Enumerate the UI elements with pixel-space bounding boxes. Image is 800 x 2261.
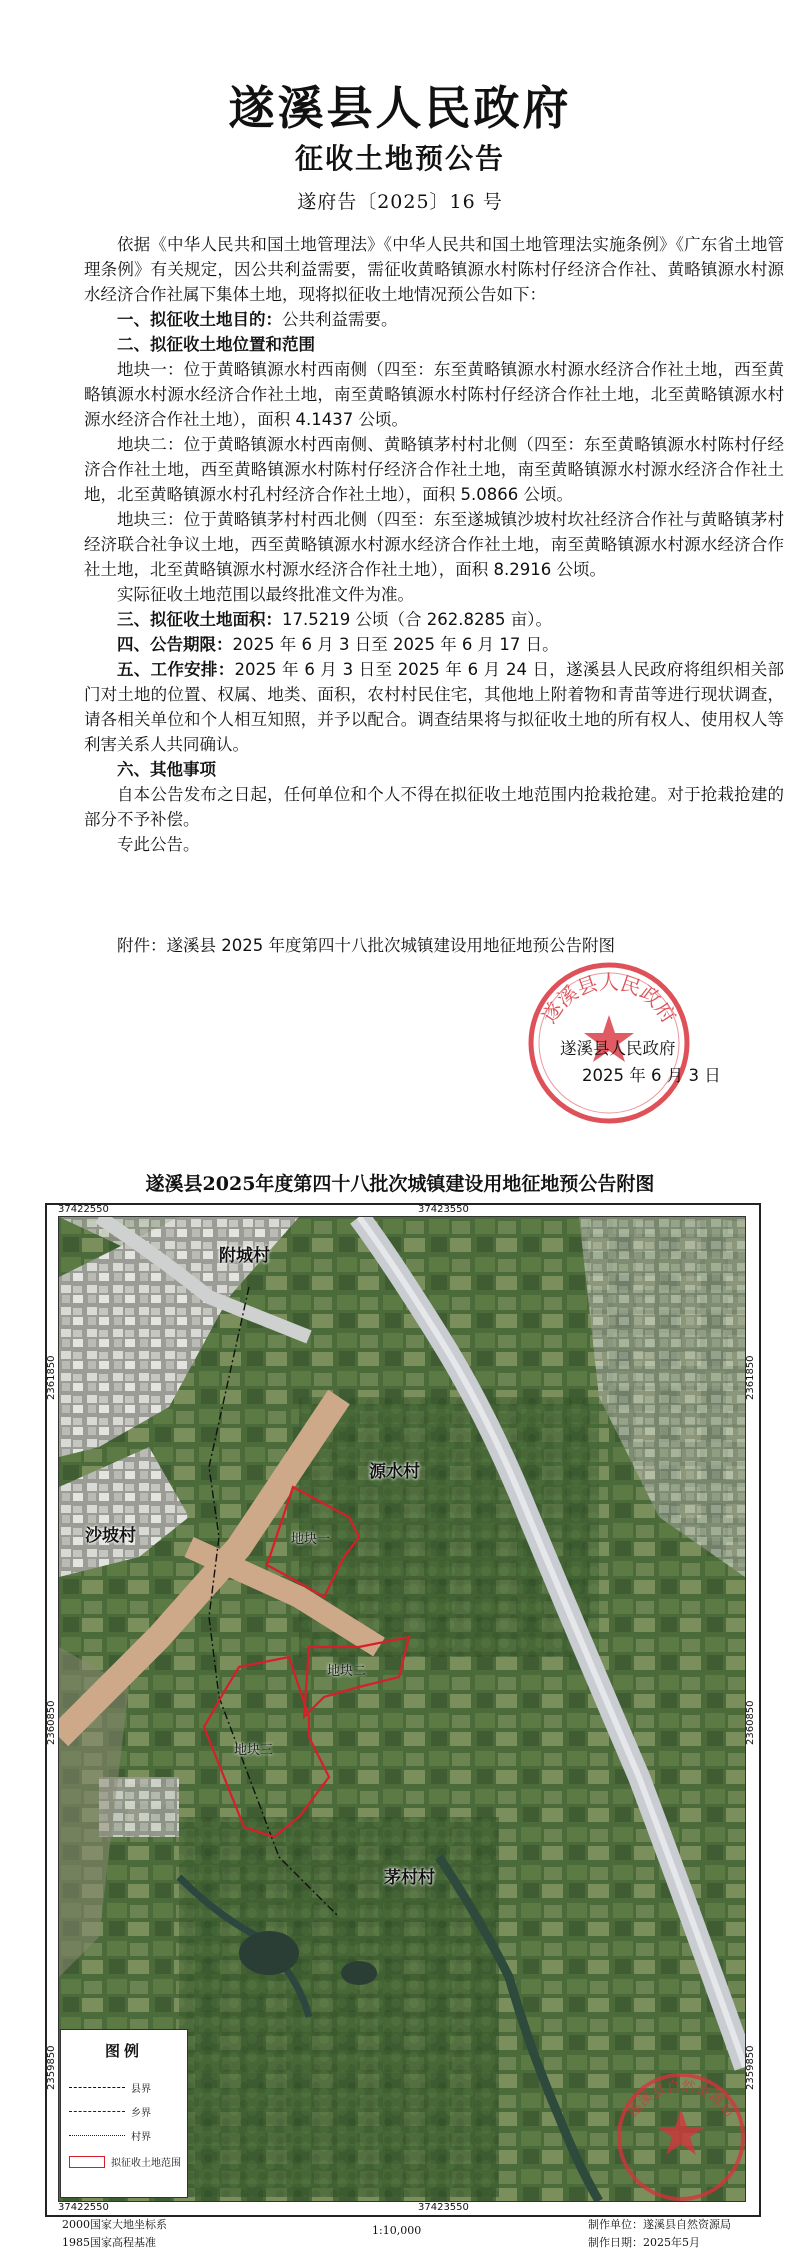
actual-range-note: 实际征收土地范围以最终批准文件为准。 xyxy=(117,585,414,604)
section-other-heading: 六、其他事项 xyxy=(117,760,216,779)
label-plot-one: 地块一 xyxy=(291,1532,331,1547)
intro-paragraph: 依据《中华人民共和国土地管理法》《中华人民共和国土地管理法实施条例》《广东省土地管理条例》有关规定，因公共利益需要，需征收黄略镇源水村陈村仔经济合作社、黄略镇源水村源水经济合作社属下集体土地，现将拟征收土地情况预公告如下： xyxy=(84,235,784,304)
legend-town xyxy=(69,2104,151,2119)
document-number: 遂府告〔2025〕16 号 xyxy=(297,191,503,213)
coord-right-top: 2361850 xyxy=(745,1355,756,1400)
section-text: 公共利益需要。 xyxy=(282,310,398,329)
attachment-line: 附件：遂溪县 2025 年度第四十八批次城镇建设用地征地预公告附图 xyxy=(117,936,615,955)
footer-crs: 2000国家大地坐标系 xyxy=(62,2218,167,2231)
section-heading: 四、公告期限： xyxy=(117,635,233,654)
coord-top-left: 37422550 xyxy=(58,1204,109,1215)
coord-bottom-left: 37422550 xyxy=(58,2202,109,2213)
label-maocun-village: 茅村村 xyxy=(384,1868,435,1888)
village-line-icon xyxy=(69,2135,125,2136)
county-line-icon xyxy=(69,2087,125,2088)
section-area xyxy=(84,607,784,632)
section-text: 17.5219 公顷（合 262.8285 亩）。 xyxy=(282,610,552,629)
label-plot-two: 地块二 xyxy=(327,1664,367,1679)
coord-right-bottom: 2359850 xyxy=(745,2045,756,2090)
coord-top-mid: 37423550 xyxy=(418,1204,469,1215)
closing-line: 专此公告。 xyxy=(117,835,200,854)
seal-text: 遂溪县人民政府 xyxy=(536,970,682,1028)
signature-organization: 遂溪县人民政府 xyxy=(560,1039,676,1058)
footer-date: 制作日期：2025年5月 xyxy=(588,2236,700,2249)
legend-title: 图例 xyxy=(104,2042,143,2060)
legend-county xyxy=(69,2080,151,2095)
section-purpose xyxy=(84,307,784,332)
seal-text: 遂溪县自然资源局 xyxy=(625,2078,737,2121)
signature-date: 2025 年 6 月 3 日 xyxy=(582,1066,721,1085)
label-fucheng-village: 附城村 xyxy=(219,1246,270,1266)
legend-town-label: 乡界 xyxy=(131,2108,151,2119)
government-title: 遂溪县人民政府 xyxy=(228,81,572,135)
coord-right-mid: 2360850 xyxy=(745,1700,756,1745)
coord-bottom-mid: 37423550 xyxy=(418,2202,469,2213)
section-location-heading: 二、拟征收土地位置和范围 xyxy=(117,335,315,354)
section-other-text: 自本公告发布之日起，任何单位和个人不得在拟征收土地范围内抢栽抢建。对于抢栽抢建的部分不予补偿。 xyxy=(84,785,784,829)
plot-three-paragraph: 地块三：位于黄略镇茅村村西北侧（四至：东至遂城镇沙坡村坎社经济合作社与黄略镇茅村经济联合社争议土地，西至黄略镇源水村源水经济合作社土地，南至黄略镇源水村源水经济合作社土地，北至黄略镇源水村源水经济合作社土地），面积 8.2916 公顷。 xyxy=(84,510,784,579)
map-title: 遂溪县2025年度第四十八批次城镇建设用地征地预公告附图 xyxy=(145,1173,655,1195)
section-work xyxy=(84,657,784,757)
footer-height: 1985国家高程基准 xyxy=(62,2236,156,2249)
legend-county-label: 县界 xyxy=(131,2084,151,2095)
label-yuanshui-village: 源水村 xyxy=(369,1462,420,1482)
footer-maker: 制作单位：遂溪县自然资源局 xyxy=(588,2218,731,2231)
parcel-box-icon xyxy=(69,2156,105,2168)
plot-two-paragraph: 地块二：位于黄略镇源水村西南侧、黄略镇茅村村北侧（四至：东至黄略镇源水村陈村仔经济合作社土地，西至黄略镇源水村陈村仔经济合作社土地，南至黄略镇源水村源水经济合作社土地，北至黄略镇源水村孔村经济合作社土地），面积 5.0866 公顷。 xyxy=(84,435,784,504)
section-text: 2025 年 6 月 3 日至 2025 年 6 月 24 日，遂溪县人民政府将组织相关部门对土地的位置、权属、地类、面积，农村村民住宅，其他地上附着物和青苗等进行现状调查，请各相关单位和个人相互知照，并予以配合。调查结果将与拟征收土地的所有权人、使用权人等利害关系人共同确认。 xyxy=(84,660,784,754)
label-plot-three: 地块三 xyxy=(234,1743,274,1758)
section-period xyxy=(84,632,784,657)
legend-parcel-label: 拟征收土地范围 xyxy=(111,2158,181,2169)
town-line-icon xyxy=(69,2111,125,2112)
coord-left-top: 2361850 xyxy=(46,1355,57,1400)
label-shapo-village: 沙坡村 xyxy=(85,1526,136,1546)
announcement-subtitle: 征收土地预公告 xyxy=(294,142,505,175)
section-heading: 三、拟征收土地面积： xyxy=(117,610,282,629)
legend-parcel xyxy=(69,2154,181,2169)
section-heading: 一、拟征收土地目的： xyxy=(117,310,282,329)
coord-left-bottom: 2359850 xyxy=(46,2045,57,2090)
legend-village-label: 村界 xyxy=(131,2132,151,2143)
map-legend xyxy=(60,2029,188,2198)
plot-one-paragraph: 地块一：位于黄略镇源水村西南侧（四至：东至黄略镇源水村源水经济合作社土地，西至黄略镇源水村源水经济合作社土地，南至黄略镇源水村陈村仔经济合作社土地，北至黄略镇源水村源水经济合作社土地），面积 4.1437 公顷。 xyxy=(84,360,784,429)
section-heading: 五、工作安排： xyxy=(117,660,235,679)
footer-scale: 1:10,000 xyxy=(372,2224,422,2237)
legend-village xyxy=(69,2128,151,2143)
announcement-body xyxy=(84,232,784,857)
coord-left-mid: 2360850 xyxy=(46,1700,57,1745)
section-text: 2025 年 6 月 3 日至 2025 年 6 月 17 日。 xyxy=(232,635,559,654)
